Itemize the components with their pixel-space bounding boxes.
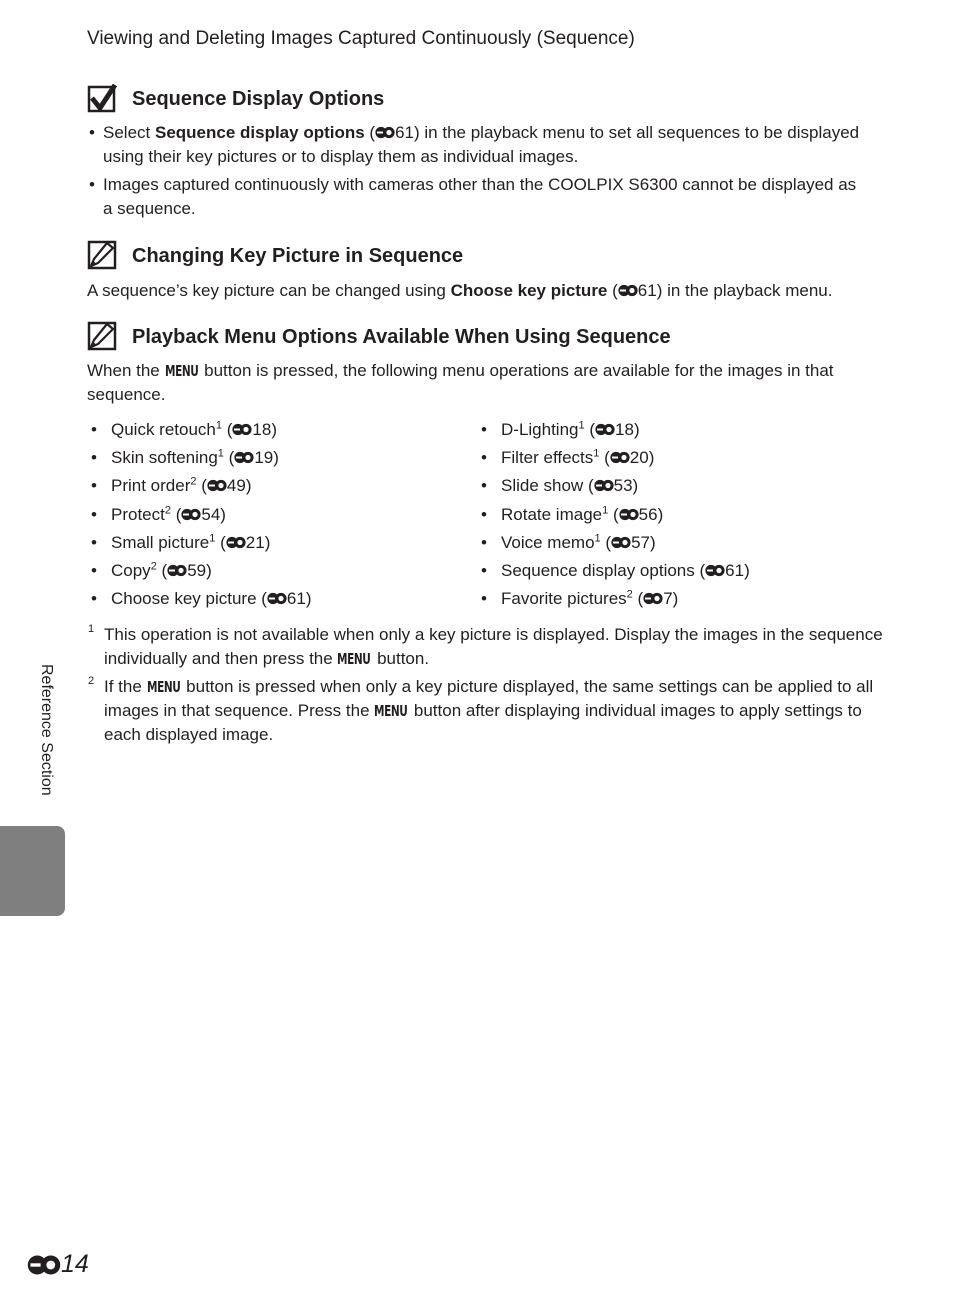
- page-reference: 61: [637, 281, 657, 300]
- menu-option-label: Slide show: [501, 476, 584, 496]
- sequence-display-bullets: [88, 121, 868, 225]
- page-number: [27, 1250, 89, 1279]
- menu-option-label: Small picture: [111, 532, 210, 552]
- footnote-reference: 1: [602, 503, 609, 516]
- menu-option-item: • Rotate image$^1$ ( 56): [479, 503, 750, 531]
- menu-option-item: • Quick retouch$^1$ ( 18): [89, 418, 312, 446]
- footnote-reference: 2: [626, 588, 633, 601]
- footnote-marker: 2: [88, 675, 95, 687]
- menu-options-right-column: [479, 418, 750, 615]
- reference-section-icon: [705, 564, 725, 577]
- bullet-text: (: [364, 123, 376, 142]
- playback-menu-paragraph: [87, 359, 872, 407]
- menu-option-item: • Choose key picture ( 61): [89, 587, 312, 615]
- menu-option-label: Quick retouch: [111, 420, 216, 439]
- menu-option-item: • Copy$^2$ ( 59): [89, 559, 312, 587]
- menu-option-item: • Sequence display options ( 61): [479, 559, 750, 587]
- page-reference: 20: [629, 448, 649, 468]
- reference-section-icon: [267, 592, 287, 605]
- page-reference: 53: [613, 476, 633, 496]
- page-reference: 49: [226, 476, 246, 496]
- page-reference: 61: [286, 589, 306, 609]
- page-reference: 19: [254, 448, 274, 468]
- footnote-reference: 1: [209, 532, 216, 545]
- page-reference: 18: [615, 420, 634, 439]
- menu-option-label: D-Lighting: [501, 420, 579, 439]
- menu-option-item: • Filter effects$^1$ ( 20): [479, 446, 750, 474]
- paragraph-text: A sequence’s key picture can be changed using: [87, 281, 451, 300]
- section-heading-sequence-display-options: Sequence Display Options: [132, 88, 385, 110]
- menu-option-label: Filter effects: [501, 448, 594, 468]
- page-reference: 18: [252, 420, 272, 439]
- menu-option-label: Protect: [111, 504, 165, 524]
- page-title: Viewing and Deleting Images Captured Continuously (Sequence): [87, 28, 635, 49]
- reference-section-icon: [167, 564, 187, 577]
- footnote-text: If the: [104, 677, 147, 696]
- footnote-text: button is pressed when only a key picture displayed, the same settings can be applied to all images in that sequence. Press the: [104, 677, 874, 720]
- footnote-reference: 1: [215, 419, 223, 432]
- footnote-1: [88, 623, 884, 671]
- footnote-reference: 2: [164, 503, 171, 516]
- menu-option-name: Sequence display options: [154, 123, 365, 142]
- menu-button-label: MENU: [164, 362, 198, 380]
- footnote-marker: 1: [88, 623, 95, 635]
- menu-option-item: • Favorite pictures$^2$ ( 7): [479, 587, 750, 615]
- bullet-text: ) in the playback menu to set all sequences to be displayed using their key pictures or to display them as individual images.: [103, 123, 860, 166]
- reference-section-icon: [619, 508, 639, 521]
- reference-section-icon: [595, 423, 615, 436]
- key-picture-paragraph: [87, 279, 887, 303]
- page-reference: 7: [663, 589, 673, 609]
- menu-option-item: • Skin softening$^1$ ( 19): [89, 446, 312, 474]
- list-item: [88, 121, 868, 169]
- paragraph-text: ) in the playback menu.: [656, 281, 833, 300]
- footnote-reference: 1: [593, 447, 600, 460]
- paragraph-text: When the: [87, 361, 165, 380]
- reference-section-icon: [375, 126, 395, 139]
- bullet-text: Images captured continuously with cameras other than the COOLPIX S6300 cannot be displayed as a sequence.: [103, 175, 857, 218]
- menu-option-item: • Small picture$^1$ ( 21): [89, 531, 312, 559]
- page-reference: 54: [201, 504, 221, 524]
- reference-section-icon: [232, 423, 252, 436]
- menu-option-name: Choose key picture: [450, 281, 608, 300]
- page-reference: 56: [638, 504, 658, 524]
- menu-option-item: • Slide show ( 53): [479, 474, 750, 502]
- footnote-reference: 1: [594, 532, 601, 545]
- footnote-text: This operation is not available when only a key picture is displayed. Display the images in the sequence individually and then press the: [104, 625, 883, 668]
- reference-section-icon: [643, 592, 663, 605]
- checkmark-note-icon: [87, 84, 117, 114]
- page-reference: 61: [725, 560, 745, 580]
- menu-option-item: • Voice memo$^1$ ( 57): [479, 531, 750, 559]
- footnote-text: button after displaying individual images to apply settings to each displayed image.: [104, 701, 862, 744]
- reference-section-icon: [181, 508, 201, 521]
- menu-button-label: MENU: [337, 650, 371, 668]
- reference-section-icon: [610, 451, 630, 464]
- reference-section-icon: [226, 536, 246, 549]
- menu-option-item: • Protect$^2$ ( 54): [89, 503, 312, 531]
- list-item: [88, 173, 868, 221]
- pencil-note-icon: [87, 321, 117, 351]
- menu-option-label: Rotate image: [501, 504, 603, 524]
- section-heading-changing-key-picture: Changing Key Picture in Sequence: [132, 245, 464, 267]
- menu-options-left-column: [89, 418, 312, 615]
- footnote-reference: 2: [150, 560, 157, 573]
- footnote-reference: 2: [190, 475, 197, 488]
- reference-section-icon: [27, 1254, 61, 1276]
- menu-option-label: Voice memo: [501, 532, 595, 552]
- menu-option-label: Sequence display options: [501, 560, 695, 580]
- page-reference: 59: [187, 560, 207, 580]
- menu-option-label: Print order: [111, 476, 191, 496]
- footnote-reference: 1: [578, 419, 585, 432]
- menu-option-item: • Print order$^2$ ( 49): [89, 474, 312, 502]
- paragraph-text: button is pressed, the following menu operations are available for the images in that sequence.: [87, 361, 834, 404]
- menu-button-label: MENU: [146, 678, 180, 696]
- section-heading-playback-menu-options: Playback Menu Options Available When Using Sequence: [132, 326, 671, 348]
- reference-section-icon: [618, 284, 638, 297]
- bullet-text: Select: [103, 123, 155, 142]
- menu-option-label: Favorite pictures: [501, 589, 627, 609]
- menu-option-label: Copy: [111, 560, 151, 580]
- page-reference: 21: [245, 532, 265, 552]
- section-tab: [0, 826, 65, 916]
- menu-option-label: Skin softening: [111, 448, 218, 468]
- menu-option-label: Choose key picture: [111, 589, 257, 609]
- side-section-label-text: Reference Section: [38, 664, 55, 796]
- reference-section-icon: [611, 536, 631, 549]
- footnote-reference: 1: [217, 447, 224, 460]
- reference-section-icon: [594, 479, 614, 492]
- menu-option-item: • D-Lighting$^1$ ( 18): [479, 418, 750, 446]
- reference-section-icon: [207, 479, 227, 492]
- menu-button-label: MENU: [374, 702, 408, 720]
- footnote-text: button.: [372, 649, 430, 668]
- side-section-label: [18, 664, 78, 814]
- page-number-text: 14: [61, 1250, 89, 1278]
- page-reference: 61: [395, 123, 415, 142]
- paragraph-text: (: [607, 281, 618, 300]
- pencil-note-icon: [87, 240, 117, 270]
- page-reference: 57: [631, 532, 650, 552]
- footnote-2: [88, 675, 884, 747]
- reference-section-icon: [234, 451, 254, 464]
